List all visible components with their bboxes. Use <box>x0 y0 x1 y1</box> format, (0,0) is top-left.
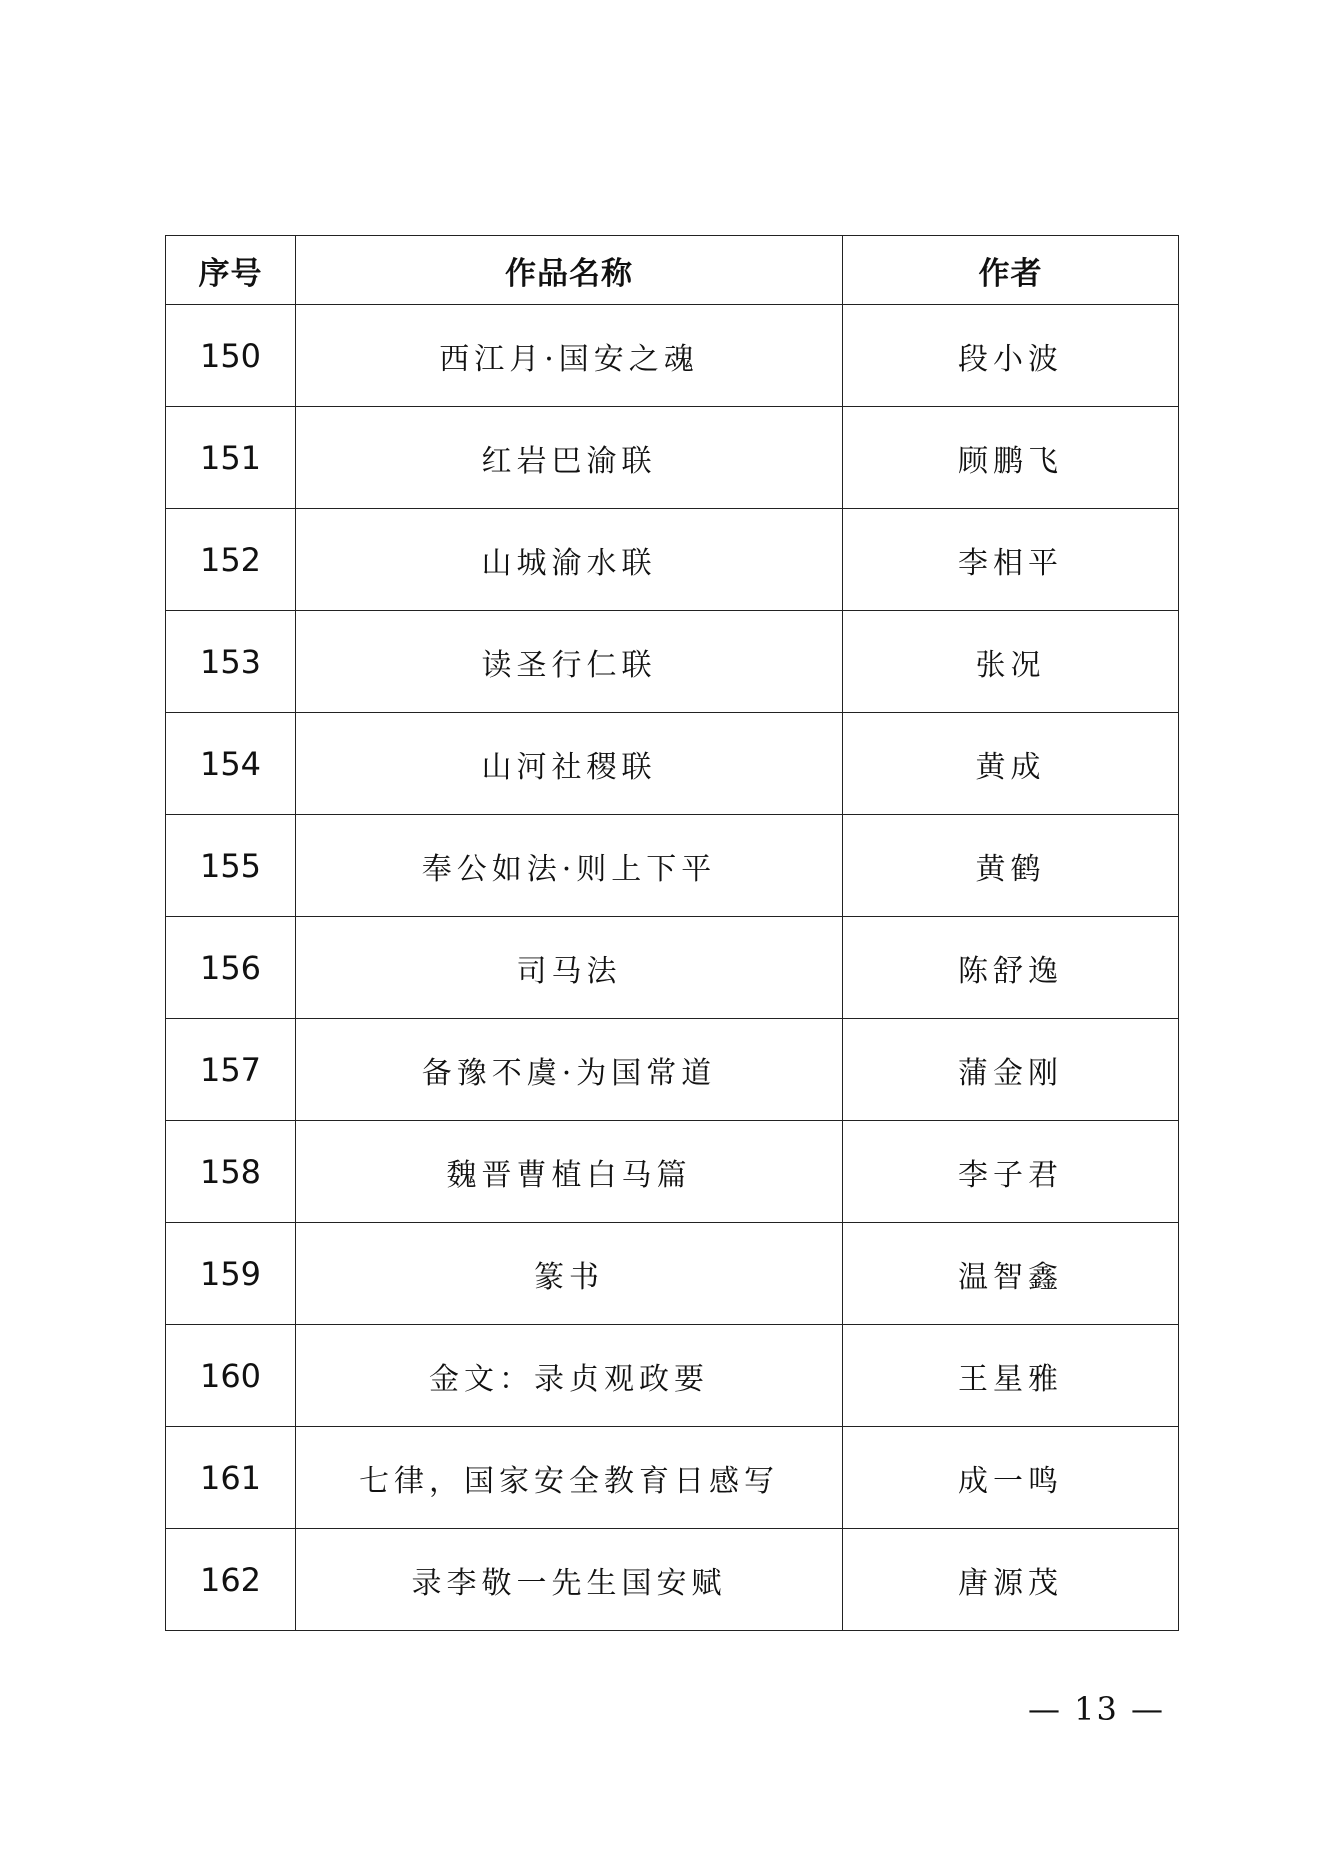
cell-seq: 159 <box>166 1223 296 1325</box>
table-row <box>166 815 1179 917</box>
cell-title: 魏晋曹植白马篇 <box>296 1121 843 1223</box>
cell-author: 王星雅 <box>843 1325 1179 1427</box>
page-number: — 13 — <box>1027 1690 1165 1728</box>
cell-author: 李子君 <box>843 1121 1179 1223</box>
cell-author: 顾鹏飞 <box>843 407 1179 509</box>
table-header <box>166 236 1179 305</box>
cell-author: 蒲金刚 <box>843 1019 1179 1121</box>
header-title: 作品名称 <box>296 236 843 305</box>
table-body <box>166 305 1179 1631</box>
table-row <box>166 509 1179 611</box>
cell-title: 七律，国家安全教育日感写 <box>296 1427 843 1529</box>
works-table <box>165 235 1179 1631</box>
cell-author: 黄成 <box>843 713 1179 815</box>
cell-seq: 155 <box>166 815 296 917</box>
table-row <box>166 1427 1179 1529</box>
cell-title: 山河社稷联 <box>296 713 843 815</box>
cell-title: 录李敬一先生国安赋 <box>296 1529 843 1631</box>
table-row <box>166 1121 1179 1223</box>
header-row <box>166 236 1179 305</box>
cell-title: 山城渝水联 <box>296 509 843 611</box>
cell-author: 唐源茂 <box>843 1529 1179 1631</box>
cell-seq: 153 <box>166 611 296 713</box>
cell-title: 读圣行仁联 <box>296 611 843 713</box>
cell-title: 红岩巴渝联 <box>296 407 843 509</box>
table-row <box>166 713 1179 815</box>
table-row <box>166 407 1179 509</box>
cell-seq: 151 <box>166 407 296 509</box>
cell-seq: 156 <box>166 917 296 1019</box>
cell-seq: 152 <box>166 509 296 611</box>
cell-author: 温智鑫 <box>843 1223 1179 1325</box>
header-author: 作者 <box>843 236 1179 305</box>
cell-seq: 160 <box>166 1325 296 1427</box>
cell-author: 段小波 <box>843 305 1179 407</box>
cell-title: 备豫不虞·为国常道 <box>296 1019 843 1121</box>
table-row <box>166 1529 1179 1631</box>
table-row <box>166 1223 1179 1325</box>
cell-author: 陈舒逸 <box>843 917 1179 1019</box>
cell-seq: 150 <box>166 305 296 407</box>
cell-title: 金文：录贞观政要 <box>296 1325 843 1427</box>
cell-author: 成一鸣 <box>843 1427 1179 1529</box>
cell-title: 司马法 <box>296 917 843 1019</box>
table-row <box>166 611 1179 713</box>
cell-seq: 158 <box>166 1121 296 1223</box>
cell-seq: 154 <box>166 713 296 815</box>
table-row <box>166 305 1179 407</box>
cell-author: 李相平 <box>843 509 1179 611</box>
cell-title: 奉公如法·则上下平 <box>296 815 843 917</box>
cell-seq: 162 <box>166 1529 296 1631</box>
cell-seq: 157 <box>166 1019 296 1121</box>
table-row <box>166 917 1179 1019</box>
table-row <box>166 1325 1179 1427</box>
cell-title: 篆书 <box>296 1223 843 1325</box>
cell-author: 张况 <box>843 611 1179 713</box>
cell-seq: 161 <box>166 1427 296 1529</box>
header-seq: 序号 <box>166 236 296 305</box>
cell-title: 西江月·国安之魂 <box>296 305 843 407</box>
cell-author: 黄鹤 <box>843 815 1179 917</box>
table-row <box>166 1019 1179 1121</box>
